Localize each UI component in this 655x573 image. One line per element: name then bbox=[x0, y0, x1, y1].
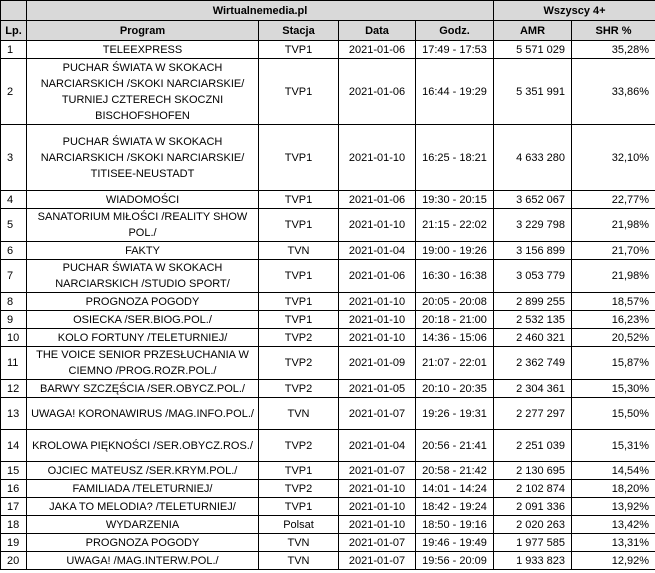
cell-amr: 2 277 297 bbox=[494, 398, 572, 430]
cell-data: 2021-01-10 bbox=[339, 125, 416, 191]
cell-data: 2021-01-07 bbox=[339, 552, 416, 570]
table-row bbox=[1, 260, 655, 293]
cell-lp: 16 bbox=[1, 480, 27, 498]
table-row bbox=[1, 329, 655, 347]
cell-data: 2021-01-05 bbox=[339, 380, 416, 398]
cell-stacja: TVP1 bbox=[259, 260, 339, 293]
cell-godz: 19:26 - 19:31 bbox=[416, 398, 494, 430]
cell-amr: 2 899 255 bbox=[494, 293, 572, 311]
cell-shr: 15,31% bbox=[572, 430, 655, 462]
cell-amr: 3 229 798 bbox=[494, 209, 572, 242]
cell-stacja: TVP1 bbox=[259, 209, 339, 242]
cell-data: 2021-01-10 bbox=[339, 498, 416, 516]
table-row bbox=[1, 347, 655, 380]
table-body bbox=[1, 41, 655, 570]
cell-amr: 2 130 695 bbox=[494, 462, 572, 480]
table-row bbox=[1, 380, 655, 398]
cell-data: 2021-01-10 bbox=[339, 311, 416, 329]
col-header-godz: Godz. bbox=[416, 21, 494, 41]
cell-godz: 20:56 - 21:41 bbox=[416, 430, 494, 462]
cell-godz: 18:42 - 19:24 bbox=[416, 498, 494, 516]
cell-godz: 16:44 - 19:29 bbox=[416, 59, 494, 125]
cell-godz: 20:05 - 20:08 bbox=[416, 293, 494, 311]
cell-program: PUCHAR ŚWIATA W SKOKACH NARCIARSKICH /STUDIO SPORT/ bbox=[27, 260, 259, 293]
cell-stacja: TVP2 bbox=[259, 480, 339, 498]
cell-godz: 20:58 - 21:42 bbox=[416, 462, 494, 480]
table-row bbox=[1, 430, 655, 462]
cell-lp: 20 bbox=[1, 552, 27, 570]
cell-godz: 20:18 - 21:00 bbox=[416, 311, 494, 329]
cell-program: TELEEXPRESS bbox=[27, 41, 259, 59]
cell-stacja: TVP1 bbox=[259, 498, 339, 516]
cell-program: THE VOICE SENIOR PRZESŁUCHANIA W CIEMNO /PROG.ROZR.POL./ bbox=[27, 347, 259, 380]
table-row bbox=[1, 242, 655, 260]
col-header-program: Program bbox=[27, 21, 259, 41]
header-row-top bbox=[1, 1, 655, 21]
cell-lp: 11 bbox=[1, 347, 27, 380]
cell-lp: 3 bbox=[1, 125, 27, 191]
cell-data: 2021-01-09 bbox=[339, 347, 416, 380]
cell-amr: 2 020 263 bbox=[494, 516, 572, 534]
cell-program: KROLOWA PIĘKNOŚCI /SER.OBYCZ.ROS./ bbox=[27, 430, 259, 462]
cell-lp: 8 bbox=[1, 293, 27, 311]
table-row bbox=[1, 191, 655, 209]
cell-data: 2021-01-06 bbox=[339, 59, 416, 125]
cell-amr: 2 460 321 bbox=[494, 329, 572, 347]
cell-stacja: TVP1 bbox=[259, 41, 339, 59]
col-header-stacja: Stacja bbox=[259, 21, 339, 41]
header-row-columns bbox=[1, 21, 655, 41]
cell-program: PROGNOZA POGODY bbox=[27, 534, 259, 552]
cell-amr: 2 532 135 bbox=[494, 311, 572, 329]
cell-shr: 32,10% bbox=[572, 125, 655, 191]
table-row bbox=[1, 534, 655, 552]
cell-stacja: TVP1 bbox=[259, 462, 339, 480]
cell-stacja: TVP2 bbox=[259, 430, 339, 462]
cell-program: PUCHAR ŚWIATA W SKOKACH NARCIARSKICH /SKOKI NARCIARSKIE/ TURNIEJ CZTERECH SKOCZNI BISCHOFSHOFEN bbox=[27, 59, 259, 125]
table-row bbox=[1, 209, 655, 242]
cell-shr: 15,87% bbox=[572, 347, 655, 380]
cell-amr: 3 652 067 bbox=[494, 191, 572, 209]
cell-shr: 22,77% bbox=[572, 191, 655, 209]
cell-data: 2021-01-04 bbox=[339, 242, 416, 260]
cell-lp: 1 bbox=[1, 41, 27, 59]
table-row bbox=[1, 398, 655, 430]
table-row bbox=[1, 311, 655, 329]
cell-amr: 1 977 585 bbox=[494, 534, 572, 552]
cell-program: PROGNOZA POGODY bbox=[27, 293, 259, 311]
cell-lp: 19 bbox=[1, 534, 27, 552]
cell-shr: 21,70% bbox=[572, 242, 655, 260]
cell-stacja: TVN bbox=[259, 534, 339, 552]
cell-data: 2021-01-06 bbox=[339, 41, 416, 59]
cell-godz: 21:07 - 22:01 bbox=[416, 347, 494, 380]
cell-program: OJCIEC MATEUSZ /SER.KRYM.POL./ bbox=[27, 462, 259, 480]
cell-amr: 1 933 823 bbox=[494, 552, 572, 570]
table-row bbox=[1, 125, 655, 191]
cell-stacja: TVP2 bbox=[259, 347, 339, 380]
cell-data: 2021-01-07 bbox=[339, 534, 416, 552]
cell-shr: 33,86% bbox=[572, 59, 655, 125]
cell-shr: 18,57% bbox=[572, 293, 655, 311]
cell-lp: 2 bbox=[1, 59, 27, 125]
table-row bbox=[1, 516, 655, 534]
cell-lp: 14 bbox=[1, 430, 27, 462]
cell-shr: 20,52% bbox=[572, 329, 655, 347]
cell-amr: 2 304 361 bbox=[494, 380, 572, 398]
cell-stacja: TVP1 bbox=[259, 59, 339, 125]
cell-program: OSIECKA /SER.BIOG.POL./ bbox=[27, 311, 259, 329]
table-row bbox=[1, 552, 655, 570]
cell-lp: 9 bbox=[1, 311, 27, 329]
source-header: Wirtualnemedia.pl bbox=[27, 1, 494, 21]
cell-godz: 19:00 - 19:26 bbox=[416, 242, 494, 260]
cell-godz: 20:10 - 20:35 bbox=[416, 380, 494, 398]
cell-shr: 35,28% bbox=[572, 41, 655, 59]
cell-stacja: TVP2 bbox=[259, 380, 339, 398]
cell-program: KOLO FORTUNY /TELETURNIEJ/ bbox=[27, 329, 259, 347]
cell-data: 2021-01-10 bbox=[339, 329, 416, 347]
cell-godz: 16:25 - 18:21 bbox=[416, 125, 494, 191]
table-row bbox=[1, 59, 655, 125]
cell-lp: 15 bbox=[1, 462, 27, 480]
cell-amr: 5 571 029 bbox=[494, 41, 572, 59]
cell-program: PUCHAR ŚWIATA W SKOKACH NARCIARSKICH /SKOKI NARCIARSKIE/ TITISEE-NEUSTADT bbox=[27, 125, 259, 191]
cell-program: WIADOMOŚCI bbox=[27, 191, 259, 209]
col-header-amr: AMR bbox=[494, 21, 572, 41]
cell-shr: 15,50% bbox=[572, 398, 655, 430]
cell-data: 2021-01-10 bbox=[339, 209, 416, 242]
cell-lp: 7 bbox=[1, 260, 27, 293]
cell-data: 2021-01-06 bbox=[339, 191, 416, 209]
cell-amr: 3 053 779 bbox=[494, 260, 572, 293]
cell-stacja: Polsat bbox=[259, 516, 339, 534]
cell-shr: 13,42% bbox=[572, 516, 655, 534]
cell-stacja: TVP2 bbox=[259, 329, 339, 347]
cell-godz: 14:01 - 14:24 bbox=[416, 480, 494, 498]
cell-data: 2021-01-10 bbox=[339, 480, 416, 498]
cell-stacja: TVN bbox=[259, 552, 339, 570]
cell-shr: 21,98% bbox=[572, 209, 655, 242]
cell-godz: 14:36 - 15:06 bbox=[416, 329, 494, 347]
cell-program: FAMILIADA /TELETURNIEJ/ bbox=[27, 480, 259, 498]
cell-stacja: TVP1 bbox=[259, 311, 339, 329]
table-row bbox=[1, 498, 655, 516]
cell-stacja: TVN bbox=[259, 398, 339, 430]
cell-data: 2021-01-06 bbox=[339, 260, 416, 293]
cell-data: 2021-01-04 bbox=[339, 430, 416, 462]
audience-header: Wszyscy 4+ bbox=[494, 1, 655, 21]
cell-stacja: TVP1 bbox=[259, 293, 339, 311]
cell-program: UWAGA! /MAG.INTERW.POL./ bbox=[27, 552, 259, 570]
cell-shr: 12,92% bbox=[572, 552, 655, 570]
cell-godz: 17:49 - 17:53 bbox=[416, 41, 494, 59]
cell-shr: 14,54% bbox=[572, 462, 655, 480]
cell-program: WYDARZENIA bbox=[27, 516, 259, 534]
cell-program: JAKA TO MELODIA? /TELETURNIEJ/ bbox=[27, 498, 259, 516]
cell-godz: 19:46 - 19:49 bbox=[416, 534, 494, 552]
cell-godz: 19:30 - 20:15 bbox=[416, 191, 494, 209]
cell-data: 2021-01-07 bbox=[339, 398, 416, 430]
cell-shr: 21,98% bbox=[572, 260, 655, 293]
cell-godz: 18:50 - 19:16 bbox=[416, 516, 494, 534]
header-spacer-left bbox=[1, 1, 27, 21]
table-row bbox=[1, 462, 655, 480]
cell-lp: 5 bbox=[1, 209, 27, 242]
cell-shr: 15,30% bbox=[572, 380, 655, 398]
table-row bbox=[1, 293, 655, 311]
cell-program: FAKTY bbox=[27, 242, 259, 260]
cell-shr: 16,23% bbox=[572, 311, 655, 329]
cell-lp: 10 bbox=[1, 329, 27, 347]
col-header-data: Data bbox=[339, 21, 416, 41]
cell-amr: 2 251 039 bbox=[494, 430, 572, 462]
cell-program: BARWY SZCZĘŚCIA /SER.OBYCZ.POL./ bbox=[27, 380, 259, 398]
cell-data: 2021-01-10 bbox=[339, 293, 416, 311]
cell-amr: 4 633 280 bbox=[494, 125, 572, 191]
cell-program: SANATORIUM MIŁOŚCI /REALITY SHOW POL./ bbox=[27, 209, 259, 242]
cell-godz: 19:56 - 20:09 bbox=[416, 552, 494, 570]
cell-lp: 18 bbox=[1, 516, 27, 534]
cell-stacja: TVP1 bbox=[259, 191, 339, 209]
cell-shr: 18,20% bbox=[572, 480, 655, 498]
cell-lp: 17 bbox=[1, 498, 27, 516]
cell-data: 2021-01-07 bbox=[339, 462, 416, 480]
cell-lp: 12 bbox=[1, 380, 27, 398]
cell-godz: 16:30 - 16:38 bbox=[416, 260, 494, 293]
cell-godz: 21:15 - 22:02 bbox=[416, 209, 494, 242]
cell-shr: 13,92% bbox=[572, 498, 655, 516]
cell-amr: 2 362 749 bbox=[494, 347, 572, 380]
cell-amr: 5 351 991 bbox=[494, 59, 572, 125]
col-header-lp: Lp. bbox=[1, 21, 27, 41]
cell-data: 2021-01-10 bbox=[339, 516, 416, 534]
cell-lp: 13 bbox=[1, 398, 27, 430]
cell-program: UWAGA! KORONAWIRUS /MAG.INFO.POL./ bbox=[27, 398, 259, 430]
cell-amr: 3 156 899 bbox=[494, 242, 572, 260]
cell-stacja: TVP1 bbox=[259, 125, 339, 191]
cell-lp: 4 bbox=[1, 191, 27, 209]
table-row bbox=[1, 480, 655, 498]
col-header-shr: SHR % bbox=[572, 21, 655, 41]
cell-amr: 2 102 874 bbox=[494, 480, 572, 498]
cell-shr: 13,31% bbox=[572, 534, 655, 552]
cell-lp: 6 bbox=[1, 242, 27, 260]
cell-stacja: TVN bbox=[259, 242, 339, 260]
table-row bbox=[1, 41, 655, 59]
cell-amr: 2 091 336 bbox=[494, 498, 572, 516]
